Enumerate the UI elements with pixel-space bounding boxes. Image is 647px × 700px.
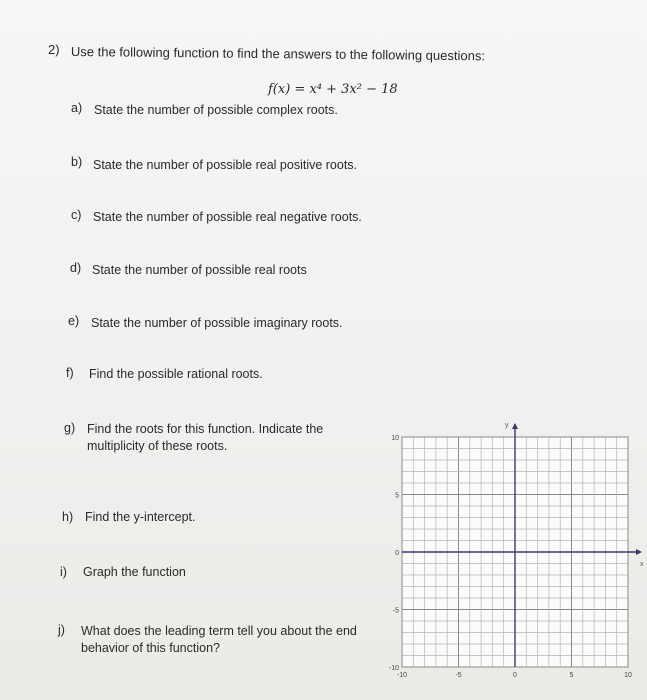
question-intro: Use the following function to find the answers to the following questions: bbox=[70, 44, 486, 64]
y-tick-label: 10 bbox=[391, 435, 399, 442]
y-axis-arrow bbox=[512, 423, 518, 429]
coordinate-grid bbox=[370, 418, 645, 690]
part-letter: g) bbox=[64, 421, 76, 435]
x-tick-label: 5 bbox=[569, 672, 574, 679]
part-text: Find the possible rational roots. bbox=[89, 367, 263, 381]
y-tick-label: -10 bbox=[388, 665, 399, 672]
x-tick-label: -10 bbox=[396, 672, 408, 679]
x-axis-label: x bbox=[640, 561, 644, 568]
part-letter: f) bbox=[66, 366, 74, 380]
part-text: State the number of possible real roots bbox=[92, 263, 307, 277]
part-letter: a) bbox=[71, 101, 83, 115]
part-letter: c) bbox=[71, 208, 82, 222]
question-number: 2) bbox=[48, 42, 60, 57]
part-letter: e) bbox=[68, 314, 80, 328]
part-letter: b) bbox=[71, 155, 83, 169]
part-letter: j) bbox=[58, 623, 65, 637]
y-axis-label: y bbox=[505, 422, 509, 429]
part-text: Find the y-intercept. bbox=[85, 510, 196, 524]
y-tick-label: 0 bbox=[395, 550, 399, 557]
y-tick-label: -5 bbox=[392, 607, 399, 615]
part-text: State the number of possible complex roots. bbox=[94, 103, 338, 117]
part-letter: d) bbox=[70, 261, 82, 275]
x-tick-label: -5 bbox=[455, 672, 462, 679]
part-text: State the number of possible real negative roots. bbox=[93, 210, 362, 224]
part-letter: h) bbox=[62, 510, 74, 524]
y-tick-label: 5 bbox=[395, 492, 399, 500]
x-tick-label: 0 bbox=[513, 672, 517, 679]
part-text: What does the leading term tell you about the end behavior of this function? bbox=[81, 624, 357, 655]
x-axis-arrow bbox=[636, 549, 642, 555]
x-tick-label: 10 bbox=[624, 672, 632, 679]
part-text: Find the roots for this function. Indicate the multiplicity of these roots. bbox=[87, 422, 324, 453]
part-text: State the number of possible imaginary roots. bbox=[91, 316, 343, 330]
function-equation: f(x) = x⁴ + 3x² − 18 bbox=[268, 82, 398, 97]
part-letter: i) bbox=[60, 565, 67, 579]
part-text: Graph the function bbox=[83, 565, 186, 579]
part-text: State the number of possible real positive roots. bbox=[93, 158, 358, 172]
